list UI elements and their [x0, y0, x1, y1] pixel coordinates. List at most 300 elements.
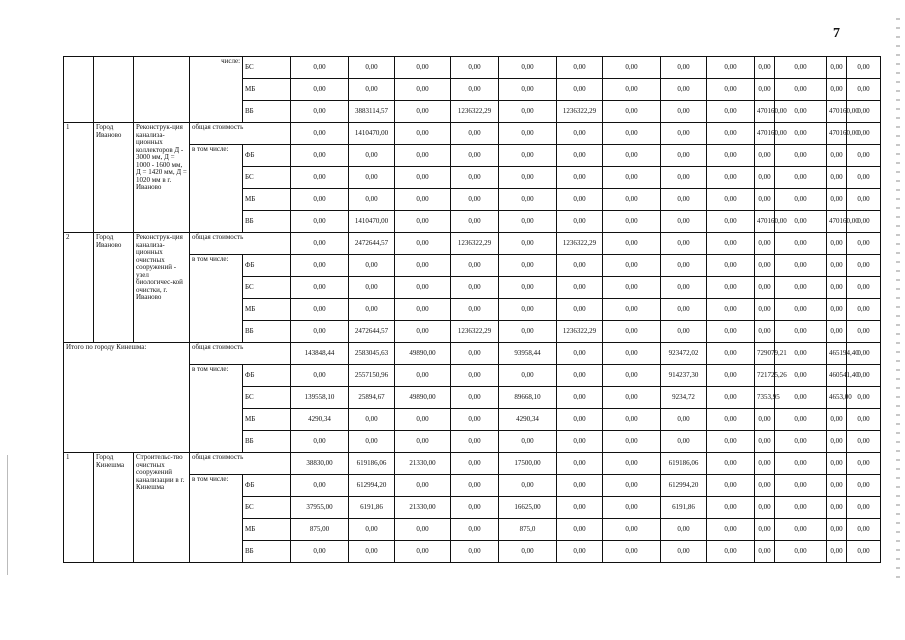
value-cell: 0,00: [755, 475, 775, 497]
value-cell: 4290,34: [291, 409, 349, 431]
page-number: 7: [833, 26, 840, 41]
value-cell: 0,00: [451, 255, 499, 277]
value-cell: 0,00: [847, 387, 881, 409]
value-cell: 0,00: [755, 255, 775, 277]
table-body: [64, 57, 881, 563]
value-cell: 460541,40: [827, 365, 847, 387]
value-cell: 0,00: [775, 453, 827, 475]
value-cell: 0,00: [395, 541, 451, 563]
value-cell: 0,00: [775, 365, 827, 387]
project-description: Реконструк-ция канализа-ционных очистных сооружений - узел биологичес-кой очистки, г. Иваново: [134, 233, 190, 343]
value-cell: 0,00: [349, 431, 395, 453]
itogo-total-row: [64, 343, 881, 365]
value-cell: 0,00: [755, 167, 775, 189]
value-cell: 0,00: [499, 57, 557, 79]
value-cell: 0,00: [557, 167, 603, 189]
value-cell: 1236322,29: [557, 233, 603, 255]
value-cell: 0,00: [557, 211, 603, 233]
value-cell: 0,00: [827, 57, 847, 79]
value-cell: 49890,00: [395, 343, 451, 365]
total-cost-label: общая стоимость: [190, 343, 291, 365]
value-cell: 0,00: [349, 541, 395, 563]
value-cell: 0,00: [707, 211, 755, 233]
value-cell: 0,00: [349, 57, 395, 79]
value-cell: 0,00: [451, 211, 499, 233]
value-cell: 0,00: [827, 409, 847, 431]
value-cell: 0,00: [451, 299, 499, 321]
value-cell: 0,00: [707, 233, 755, 255]
value-cell: 37955,00: [291, 497, 349, 519]
value-cell: 0,00: [499, 79, 557, 101]
value-cell: 0,00: [451, 57, 499, 79]
value-cell: 49890,00: [395, 387, 451, 409]
value-cell: 4290,34: [499, 409, 557, 431]
value-cell: 0,00: [603, 145, 661, 167]
value-cell: 0,00: [847, 299, 881, 321]
value-cell: 21330,00: [395, 453, 451, 475]
value-cell: 0,00: [661, 431, 707, 453]
value-cell: 0,00: [557, 409, 603, 431]
value-cell: 0,00: [451, 541, 499, 563]
value-cell: 0,00: [291, 365, 349, 387]
value-cell: 0,00: [291, 167, 349, 189]
value-cell: 0,00: [395, 189, 451, 211]
value-cell: 0,00: [847, 475, 881, 497]
value-cell: 0,00: [291, 145, 349, 167]
value-cell: 1236322,29: [451, 233, 499, 255]
value-cell: 0,00: [557, 255, 603, 277]
value-cell: 6191,86: [349, 497, 395, 519]
value-cell: 0,00: [499, 277, 557, 299]
value-cell: 0,00: [775, 541, 827, 563]
value-cell: 0,00: [755, 79, 775, 101]
value-cell: 0,00: [775, 145, 827, 167]
value-cell: 0,00: [557, 365, 603, 387]
value-cell: 0,00: [603, 167, 661, 189]
value-cell: 0,00: [395, 145, 451, 167]
value-cell: 0,00: [775, 79, 827, 101]
value-cell: 0,00: [603, 211, 661, 233]
value-cell: 89668,10: [499, 387, 557, 409]
value-cell: 0,00: [291, 189, 349, 211]
value-cell: 0,00: [775, 497, 827, 519]
value-cell: 0,00: [557, 343, 603, 365]
value-cell: 0,00: [603, 519, 661, 541]
value-cell: 17500,00: [499, 453, 557, 475]
value-cell: 619186,06: [661, 453, 707, 475]
value-cell: 0,00: [349, 255, 395, 277]
value-cell: 0,00: [707, 409, 755, 431]
source-code: ВБ: [243, 321, 291, 343]
value-cell: 0,00: [499, 145, 557, 167]
value-cell: 0,00: [499, 123, 557, 145]
value-cell: 0,00: [847, 123, 881, 145]
value-cell: 0,00: [499, 211, 557, 233]
value-cell: 0,00: [847, 541, 881, 563]
value-cell: 0,00: [775, 189, 827, 211]
value-cell: 0,00: [395, 57, 451, 79]
value-cell: 0,00: [707, 365, 755, 387]
value-cell: 0,00: [499, 189, 557, 211]
value-cell: 0,00: [775, 255, 827, 277]
value-cell: 0,00: [661, 167, 707, 189]
value-cell: 0,00: [451, 475, 499, 497]
value-cell: 0,00: [847, 519, 881, 541]
value-cell: 0,00: [661, 57, 707, 79]
value-cell: 0,00: [451, 431, 499, 453]
value-cell: 0,00: [557, 519, 603, 541]
value-cell: 1236322,29: [451, 321, 499, 343]
value-cell: 0,00: [499, 255, 557, 277]
value-cell: 1236322,29: [557, 321, 603, 343]
project-total-row: [64, 453, 881, 475]
value-cell: 0,00: [707, 189, 755, 211]
value-cell: 470160,00: [827, 101, 847, 123]
value-cell: 0,00: [451, 277, 499, 299]
value-cell: 0,00: [755, 453, 775, 475]
value-cell: 16625,00: [499, 497, 557, 519]
value-cell: 0,00: [291, 277, 349, 299]
value-cell: 0,00: [603, 365, 661, 387]
value-cell: 6191,86: [661, 497, 707, 519]
value-cell: 0,00: [847, 365, 881, 387]
value-cell: 0,00: [847, 431, 881, 453]
value-cell: 0,00: [557, 475, 603, 497]
value-cell: 143848,44: [291, 343, 349, 365]
value-cell: 0,00: [707, 79, 755, 101]
value-cell: 470160,00: [755, 211, 775, 233]
value-cell: 0,00: [827, 167, 847, 189]
value-cell: 1236322,29: [557, 101, 603, 123]
value-cell: 1236322,29: [451, 101, 499, 123]
value-cell: 0,00: [603, 497, 661, 519]
value-cell: 0,00: [395, 431, 451, 453]
value-cell: 0,00: [349, 519, 395, 541]
value-cell: 0,00: [661, 233, 707, 255]
value-cell: 0,00: [603, 453, 661, 475]
value-cell: 0,00: [291, 299, 349, 321]
value-cell: 0,00: [847, 409, 881, 431]
value-cell: 0,00: [499, 101, 557, 123]
source-code: МБ: [243, 409, 291, 431]
value-cell: 470160,00: [827, 211, 847, 233]
value-cell: 0,00: [847, 101, 881, 123]
value-cell: 2583045,63: [349, 343, 395, 365]
value-cell: 0,00: [755, 519, 775, 541]
source-code: ФБ: [243, 255, 291, 277]
value-cell: 0,00: [775, 123, 827, 145]
value-cell: 0,00: [291, 123, 349, 145]
source-code: ВБ: [243, 431, 291, 453]
value-cell: 875,00: [291, 519, 349, 541]
value-cell: 0,00: [847, 57, 881, 79]
value-cell: 0,00: [395, 101, 451, 123]
value-cell: 0,00: [395, 277, 451, 299]
source-code: БС: [243, 497, 291, 519]
value-cell: 0,00: [291, 255, 349, 277]
value-cell: 0,00: [775, 431, 827, 453]
value-cell: 0,00: [661, 321, 707, 343]
source-code: БС: [243, 387, 291, 409]
value-cell: 0,00: [451, 189, 499, 211]
value-cell: 0,00: [827, 277, 847, 299]
value-cell: 923472,02: [661, 343, 707, 365]
value-cell: 0,00: [827, 431, 847, 453]
value-cell: 0,00: [395, 79, 451, 101]
value-cell: 0,00: [847, 255, 881, 277]
value-cell: 0,00: [349, 299, 395, 321]
value-cell: 0,00: [827, 453, 847, 475]
value-cell: 0,00: [395, 321, 451, 343]
value-cell: 0,00: [395, 211, 451, 233]
value-cell: 0,00: [451, 387, 499, 409]
value-cell: 0,00: [827, 475, 847, 497]
value-cell: 0,00: [603, 321, 661, 343]
source-code: МБ: [243, 189, 291, 211]
value-cell: 0,00: [603, 79, 661, 101]
value-cell: 0,00: [847, 145, 881, 167]
value-cell: 0,00: [847, 277, 881, 299]
project-total-row: [64, 233, 881, 255]
value-cell: 0,00: [451, 343, 499, 365]
in-total-label: в том числе:: [190, 255, 243, 343]
value-cell: 0,00: [661, 519, 707, 541]
source-code: МБ: [243, 519, 291, 541]
value-cell: 0,00: [499, 541, 557, 563]
value-cell: 0,00: [755, 299, 775, 321]
value-cell: 0,00: [661, 255, 707, 277]
value-cell: 0,00: [603, 233, 661, 255]
source-code: МБ: [243, 299, 291, 321]
value-cell: 4653,00: [827, 387, 847, 409]
value-cell: 0,00: [291, 431, 349, 453]
value-cell: 0,00: [707, 497, 755, 519]
value-cell: 0,00: [661, 211, 707, 233]
blank-cell: [64, 57, 94, 123]
project-total-row: [64, 123, 881, 145]
item-number: 1: [64, 123, 94, 233]
value-cell: 0,00: [775, 101, 827, 123]
value-cell: 0,00: [557, 79, 603, 101]
city-name: Город Кинешма: [94, 453, 134, 563]
total-cost-label: общая стоимость: [190, 453, 291, 475]
value-cell: 0,00: [775, 387, 827, 409]
value-cell: 0,00: [775, 409, 827, 431]
value-cell: 0,00: [847, 189, 881, 211]
value-cell: 0,00: [775, 321, 827, 343]
value-cell: 0,00: [291, 101, 349, 123]
value-cell: 0,00: [755, 57, 775, 79]
value-cell: 0,00: [775, 211, 827, 233]
value-cell: 0,00: [755, 145, 775, 167]
value-cell: 0,00: [707, 123, 755, 145]
value-cell: 2472644,57: [349, 321, 395, 343]
value-cell: 0,00: [349, 167, 395, 189]
value-cell: 0,00: [499, 321, 557, 343]
value-cell: 0,00: [707, 475, 755, 497]
value-cell: 0,00: [603, 387, 661, 409]
value-cell: 0,00: [451, 123, 499, 145]
value-cell: 0,00: [755, 431, 775, 453]
value-cell: 0,00: [775, 475, 827, 497]
value-cell: 0,00: [603, 541, 661, 563]
in-total-label: числе:: [190, 57, 243, 123]
value-cell: 0,00: [451, 497, 499, 519]
value-cell: 0,00: [775, 519, 827, 541]
item-number: 1: [64, 453, 94, 563]
value-cell: 0,00: [395, 475, 451, 497]
value-cell: 0,00: [755, 277, 775, 299]
value-cell: 0,00: [557, 123, 603, 145]
value-cell: 0,00: [291, 233, 349, 255]
value-cell: 0,00: [827, 497, 847, 519]
scan-edge-line: [7, 455, 8, 575]
total-cost-label: общая стоимость: [190, 233, 291, 255]
value-cell: 0,00: [827, 541, 847, 563]
project-description: Реконструк-ция канализа-ционных коллекторов Д - 3000 мм, Д = 1000 - 1600 мм, Д = 1420 мм, Д = 1020 мм в г. Иваново: [134, 123, 190, 233]
value-cell: 0,00: [661, 409, 707, 431]
value-cell: 0,00: [603, 101, 661, 123]
value-cell: 0,00: [707, 299, 755, 321]
value-cell: 0,00: [395, 299, 451, 321]
value-cell: 0,00: [499, 365, 557, 387]
value-cell: 914237,30: [661, 365, 707, 387]
value-cell: 0,00: [499, 431, 557, 453]
value-cell: 0,00: [661, 541, 707, 563]
value-cell: 0,00: [707, 321, 755, 343]
value-cell: 0,00: [707, 145, 755, 167]
value-cell: 0,00: [349, 79, 395, 101]
value-cell: 0,00: [661, 299, 707, 321]
value-cell: 0,00: [451, 453, 499, 475]
value-cell: 0,00: [707, 277, 755, 299]
value-cell: 2557150,96: [349, 365, 395, 387]
value-cell: 25894,67: [349, 387, 395, 409]
value-cell: 0,00: [707, 431, 755, 453]
value-cell: 2472644,57: [349, 233, 395, 255]
value-cell: 470160,00: [755, 123, 775, 145]
value-cell: 0,00: [775, 167, 827, 189]
value-cell: 0,00: [603, 277, 661, 299]
source-code: ФБ: [243, 145, 291, 167]
value-cell: 0,00: [775, 277, 827, 299]
value-cell: 0,00: [499, 233, 557, 255]
value-cell: 0,00: [707, 57, 755, 79]
value-cell: 0,00: [451, 145, 499, 167]
item-number: 2: [64, 233, 94, 343]
value-cell: 0,00: [775, 57, 827, 79]
value-cell: 0,00: [707, 255, 755, 277]
value-cell: 612994,20: [661, 475, 707, 497]
value-cell: 0,00: [499, 475, 557, 497]
value-cell: 0,00: [775, 299, 827, 321]
source-code: БС: [243, 277, 291, 299]
value-cell: 0,00: [557, 145, 603, 167]
value-cell: 0,00: [395, 409, 451, 431]
value-cell: 0,00: [755, 189, 775, 211]
value-cell: 0,00: [603, 409, 661, 431]
value-cell: 0,00: [557, 57, 603, 79]
budget-table: [63, 56, 881, 563]
value-cell: 0,00: [755, 409, 775, 431]
value-cell: 0,00: [603, 123, 661, 145]
value-cell: 0,00: [603, 431, 661, 453]
value-cell: 0,00: [755, 541, 775, 563]
value-cell: 0,00: [707, 453, 755, 475]
value-cell: 0,00: [557, 497, 603, 519]
value-cell: 0,00: [755, 233, 775, 255]
blank-cell: [94, 57, 134, 123]
value-cell: 7353,95: [755, 387, 775, 409]
value-cell: 470160,00: [827, 123, 847, 145]
value-cell: 0,00: [707, 541, 755, 563]
value-cell: 0,00: [451, 519, 499, 541]
source-code: ВБ: [243, 101, 291, 123]
value-cell: 0,00: [847, 497, 881, 519]
value-cell: 0,00: [451, 167, 499, 189]
value-cell: 619186,06: [349, 453, 395, 475]
value-cell: 0,00: [395, 365, 451, 387]
value-cell: 0,00: [557, 387, 603, 409]
value-cell: 0,00: [827, 233, 847, 255]
value-cell: 0,00: [603, 299, 661, 321]
city-name: Город Иваново: [94, 123, 134, 233]
value-cell: 0,00: [847, 211, 881, 233]
value-cell: 0,00: [557, 299, 603, 321]
value-cell: 1410470,00: [349, 123, 395, 145]
value-cell: 0,00: [775, 343, 827, 365]
value-cell: 0,00: [847, 79, 881, 101]
value-cell: 0,00: [499, 299, 557, 321]
value-cell: 0,00: [557, 277, 603, 299]
total-cost-label: общая стоимость: [190, 123, 291, 145]
value-cell: 0,00: [707, 167, 755, 189]
value-cell: 0,00: [755, 497, 775, 519]
value-cell: 0,00: [291, 57, 349, 79]
value-cell: 0,00: [827, 145, 847, 167]
value-cell: 0,00: [349, 189, 395, 211]
value-cell: 465194,40: [827, 343, 847, 365]
value-cell: 0,00: [291, 79, 349, 101]
value-cell: 139558,10: [291, 387, 349, 409]
value-cell: 0,00: [755, 321, 775, 343]
source-code: БС: [243, 57, 291, 79]
value-cell: 3883114,57: [349, 101, 395, 123]
value-cell: 0,00: [395, 123, 451, 145]
value-cell: 721725,26: [755, 365, 775, 387]
value-cell: 0,00: [451, 79, 499, 101]
source-code: БС: [243, 167, 291, 189]
value-cell: 0,00: [661, 123, 707, 145]
value-cell: 0,00: [557, 189, 603, 211]
source-code: ФБ: [243, 365, 291, 387]
value-cell: 0,00: [349, 145, 395, 167]
value-cell: 0,00: [395, 519, 451, 541]
value-cell: 0,00: [661, 277, 707, 299]
value-cell: 9234,72: [661, 387, 707, 409]
value-cell: 0,00: [395, 167, 451, 189]
value-cell: 0,00: [827, 79, 847, 101]
value-cell: 0,00: [707, 101, 755, 123]
value-cell: 0,00: [395, 233, 451, 255]
value-cell: 0,00: [451, 409, 499, 431]
value-cell: 0,00: [661, 189, 707, 211]
value-cell: 729079,21: [755, 343, 775, 365]
value-cell: 0,00: [557, 453, 603, 475]
value-cell: 0,00: [775, 233, 827, 255]
value-cell: 875,0: [499, 519, 557, 541]
value-cell: 0,00: [707, 519, 755, 541]
